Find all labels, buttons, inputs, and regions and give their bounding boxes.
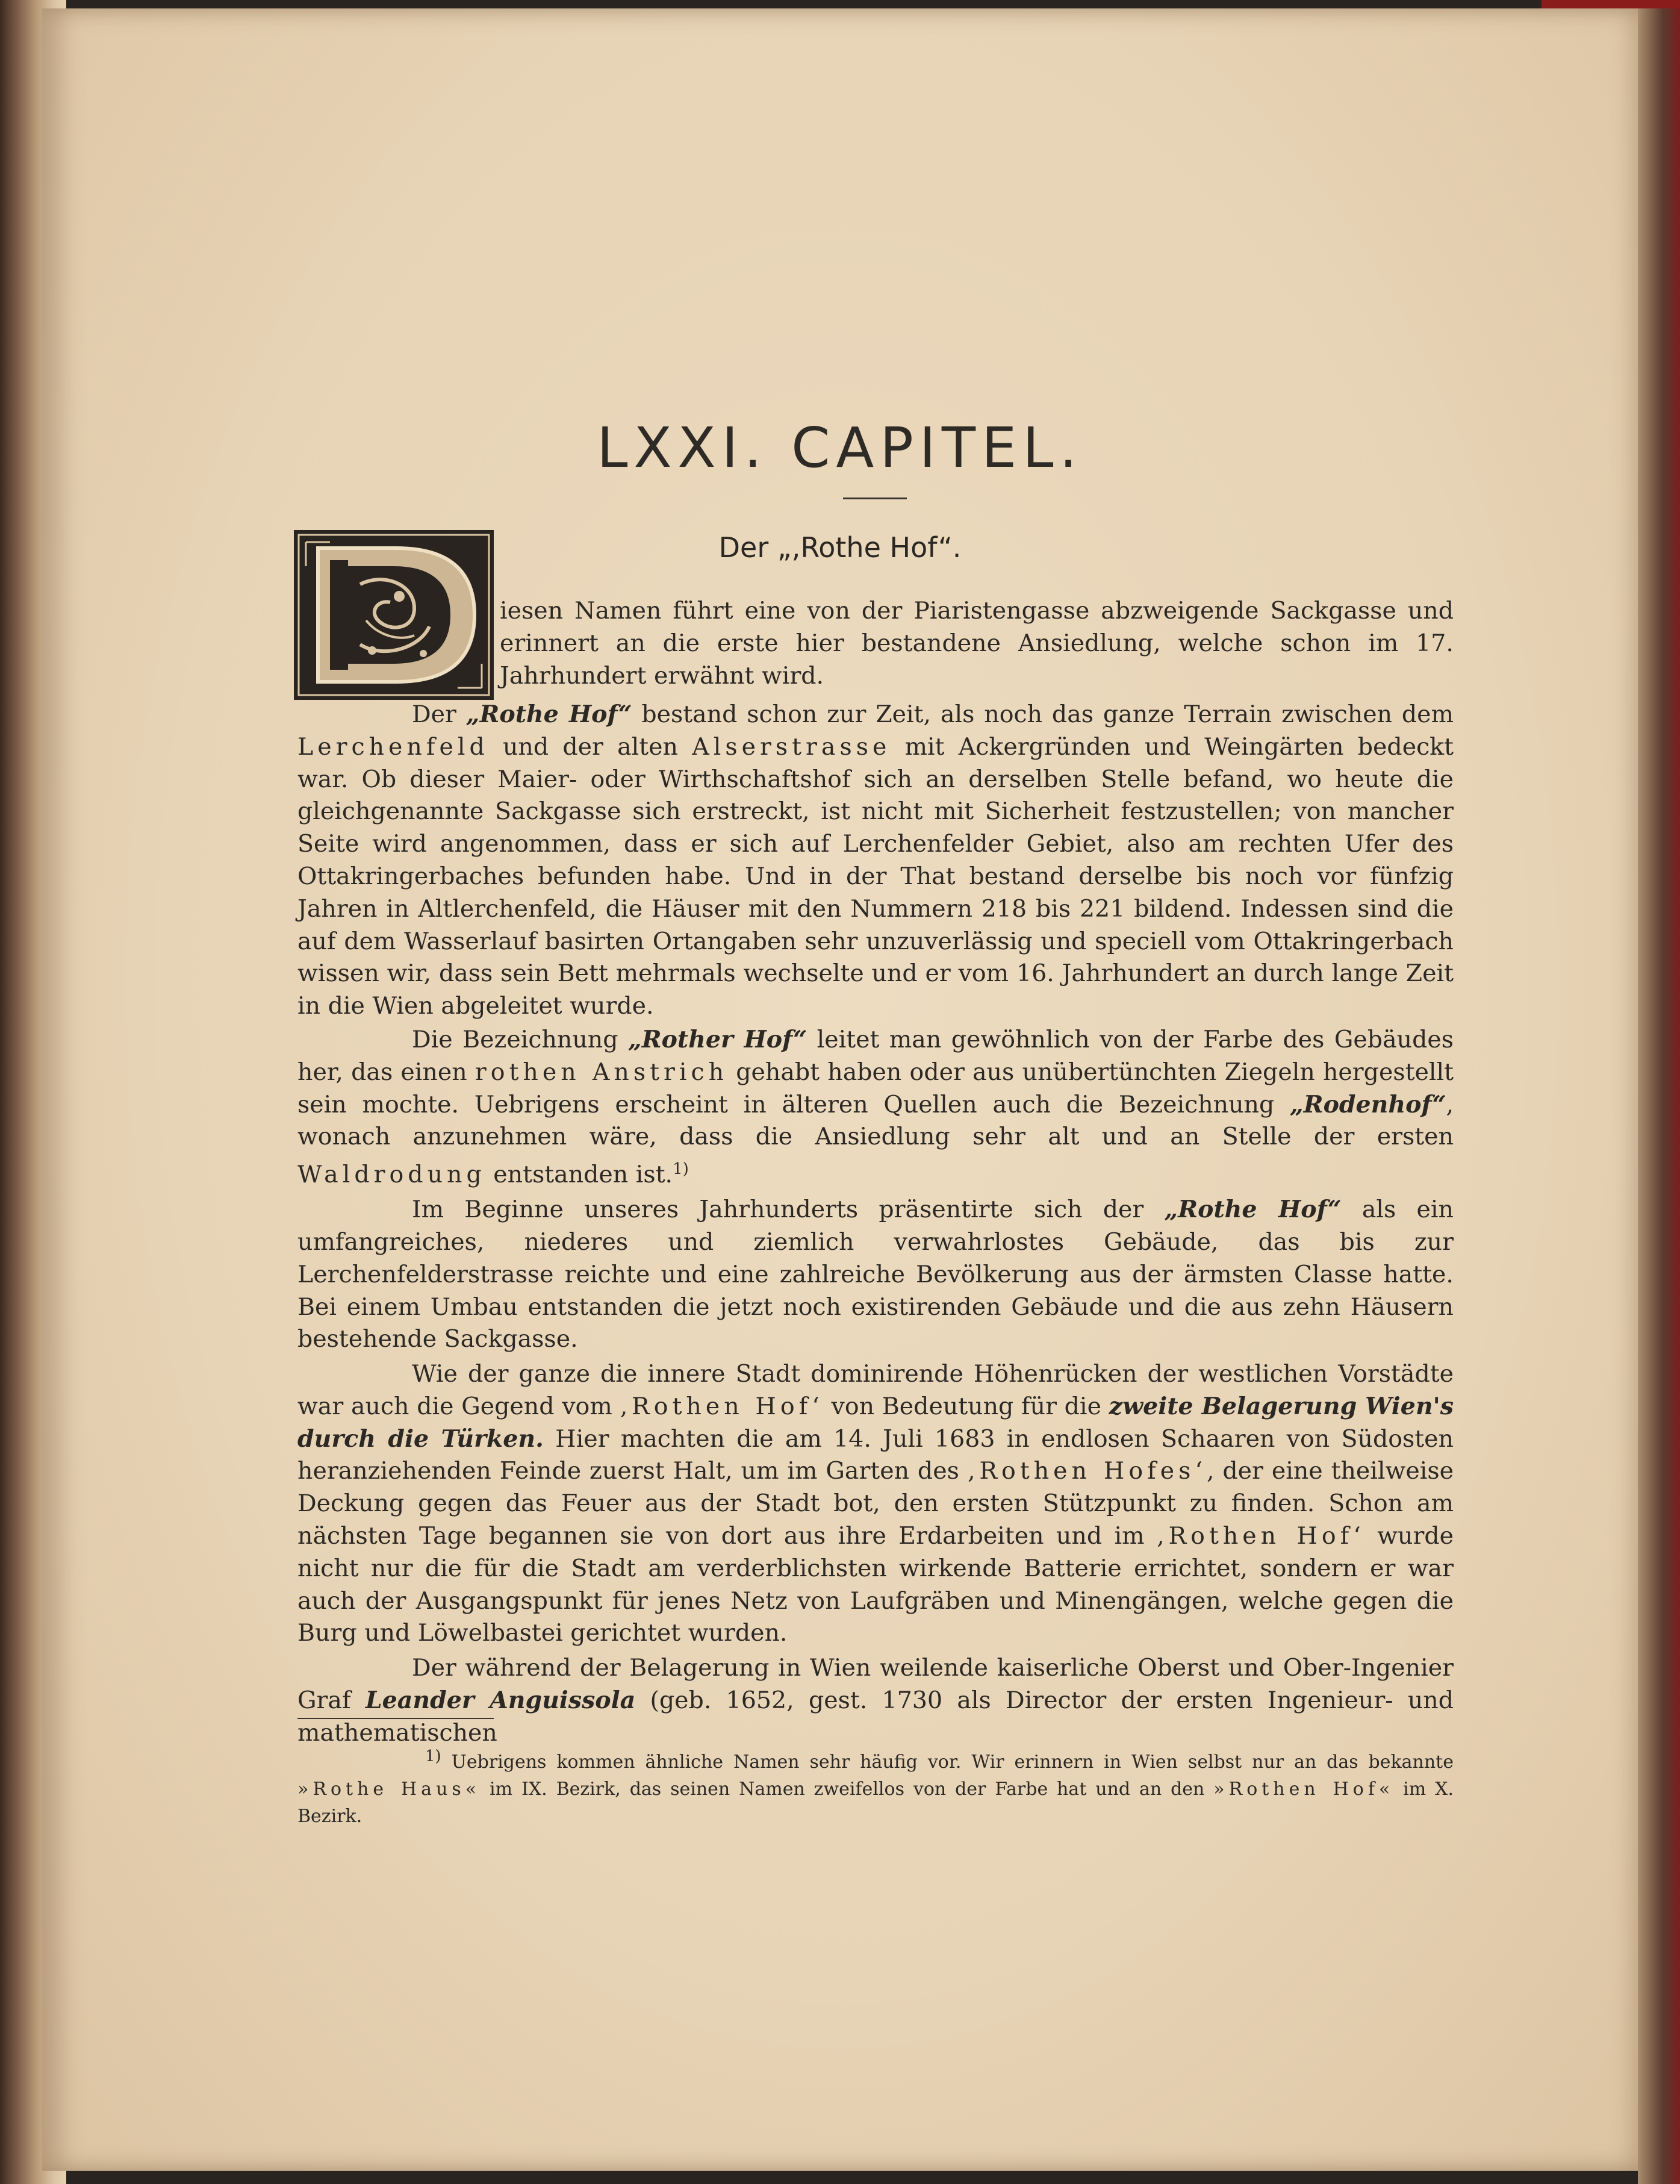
section-subtitle: Der „,Rothe Hof“. [718, 531, 962, 564]
footnote-text-c: im IX. Bezirk, das seinen Namen zweifellos von der Farbe hat und an den [481, 1779, 1214, 1800]
p3-text-i: entstanden ist. [485, 1161, 673, 1189]
paragraph-6 [297, 1652, 1454, 1749]
p2-text-c: bestand schon zur Zeit, als noch das ganze Terrain zwischen dem [632, 700, 1454, 728]
p3-spaced-rothen-anstrich: rothen Anstrich [474, 1058, 729, 1086]
p4-text-c: als ein umfangreiches, niederes und ziemlich verwahrlostes Gebäude, das bis zur Lerchenfelderstrasse reichte und eine zahlreiche Bevölkerung aus der ärmsten Classe hatte. Bei einem Umbau entstanden die jetzt noch existirenden Gebäude und die aus zehn Häusern bestehende Sackgasse. [297, 1196, 1454, 1353]
title-divider [843, 498, 907, 499]
p3-text-c: leitet man gewöhnlich von der Farbe des Gebäudes her, das einen [297, 1025, 1454, 1086]
paragraph-1-text: iesen Namen führt eine von der Piaristengasse abzweigende Sackgasse und erinnert an die erste hier bestandene Ansiedlung, welche schon im 17. Jahrhundert erwähnt wird. [500, 597, 1454, 690]
paragraph-3 [297, 1024, 1454, 1191]
p3-spaced-waldrodung: Waldrodung [297, 1161, 486, 1189]
footnote [297, 1743, 1454, 1830]
footnote-rothe-haus: »Rothe Haus« [297, 1779, 481, 1800]
p2-text-a: Der [412, 700, 466, 728]
binding-strip [1542, 0, 1680, 8]
p3-text-a: Die Bezeichnung [412, 1025, 629, 1053]
chapter-title: LXXI. CAPITEL. [597, 416, 1083, 480]
p5-text-a: Wie der ganze die innere Stadt dominirende Höhenrücken der westlichen Vorstädte war auch die Gegend vom [297, 1360, 1454, 1420]
p5-text-e: Hier machten die am 14. Juli 1683 in endlosen Schaaren von Südosten heranziehenden Feinde zuerst Halt, um im Garten des [297, 1424, 1454, 1485]
p2-text-e: und der alten [488, 732, 692, 761]
p6-text-c: (geb. 1652, gest. 1730 als Director der ersten Ingenieur- und mathematischen [297, 1686, 1454, 1747]
p6-text-a: Der während der Belagerung in Wien weilende kaiserliche Oberst und Ober-Ingenier Graf [297, 1654, 1454, 1715]
p5-spaced-rothen-hof: ‚Rothen Hof‘ [620, 1392, 824, 1420]
p5-fraktur-belagerung: zweite Belagerung Wien's durch die Türken. [297, 1392, 1454, 1453]
footnote-divider [297, 1718, 494, 1719]
p4-text-a: Im Beginne unseres Jahrhunderts präsentirte sich der [412, 1196, 1165, 1224]
paragraph-5 [297, 1358, 1454, 1650]
p3-fraktur-rodenhof: „Rodenhof“ [1290, 1090, 1446, 1119]
p2-fraktur-rothe-hof: „Rothe Hof“ [465, 700, 632, 728]
footnote-text-a: Uebrigens kommen ähnliche Namen sehr häufig vor. Wir erinnern in Wien selbst nur an das bekannte [441, 1752, 1454, 1773]
p6-fraktur-anguissola: Leander Anguissola [365, 1686, 636, 1715]
p3-fraktur-rother-hof: „Rother Hof“ [628, 1025, 807, 1053]
p5-text-i: wurde nicht nur die für die Stadt am verderblichsten wirkende Batterie errichtet, sondern er war auch der Ausgangspunkt für jenes Netz von Laufgräben und Minengängen, welche gegen die Burg und Löwelbastei gerichtet wurden. [297, 1522, 1454, 1647]
footnote-rothen-hof: »Rothen Hof« [1213, 1779, 1395, 1800]
p4-fraktur-rothe-hof: „Rothe Hof“ [1164, 1196, 1342, 1224]
p2-spaced-alserstrasse: Alserstrasse [692, 732, 891, 761]
p5-text-g: , der eine theilweise Deckung gegen das Feuer aus der Stadt bot, den ersten Stützpunkt zu finden. Schon am nächsten Tage begannen sie von dort aus ihre Erdarbeiten und im [297, 1457, 1454, 1550]
p2-spaced-lerchenfeld: Lerchenfeld [297, 732, 489, 761]
p2-text-g: mit Ackergründen und Weingärten bedeckt war. Ob dieser Maier- oder Wirthschaftshof sich an derselben Stelle befand, wo heute die gleichgenannte Sackgasse sich erstreckt, ist nicht mit Sicherheit festzustellen; von mancher Seite wird angenommen, dass er sich auf Lerchenfelder Gebiet, also am rechten Ufer des Ottakringerbaches befunden habe. Und in der That bestand derselbe bis noch vor fünfzig Jahren in Altlerchenfeld, die Häuser mit den Nummern 218 bis 221 bildend. Indessen sind die auf dem Wasserlauf basirten Ortangaben sehr unzuverlässig und speciell vom Ottakringerbach wissen wir, dass sein Bett mehrmals wechselte und er vom 16. Jahrhundert an durch lange Zeit in die Wien abgeleitet wurde. [297, 732, 1454, 1020]
paragraph-1 [297, 595, 1454, 692]
p5-spaced-rothen-hof-2: ‚Rothen Hof‘ [1156, 1522, 1365, 1550]
footnote-marker: 1) [425, 1747, 441, 1765]
footnote-text [297, 1743, 1454, 1830]
book-cover-edge [1638, 0, 1680, 2184]
p3-text-e: gehabt haben oder aus unübertünchten Ziegeln hergestellt sein mochte. Uebrigens erscheint in älteren Quellen auch die Bezeichnung [297, 1058, 1454, 1119]
p3-text-g: , wonach anzunehmen wäre, dass die Ansiedlung sehr alt und an Stelle der ersten [297, 1090, 1454, 1151]
p5-text-c: von Bedeutung für die [823, 1392, 1109, 1420]
body-text [297, 699, 1454, 1750]
paragraph-2 [297, 699, 1454, 1023]
p5-spaced-rothen-hofes: ‚Rothen Hofes‘ [967, 1457, 1207, 1485]
footnote-text-e: im X. Bezirk. [297, 1779, 1454, 1827]
footnote-reference: 1) [673, 1160, 689, 1179]
paragraph-4 [297, 1194, 1454, 1356]
